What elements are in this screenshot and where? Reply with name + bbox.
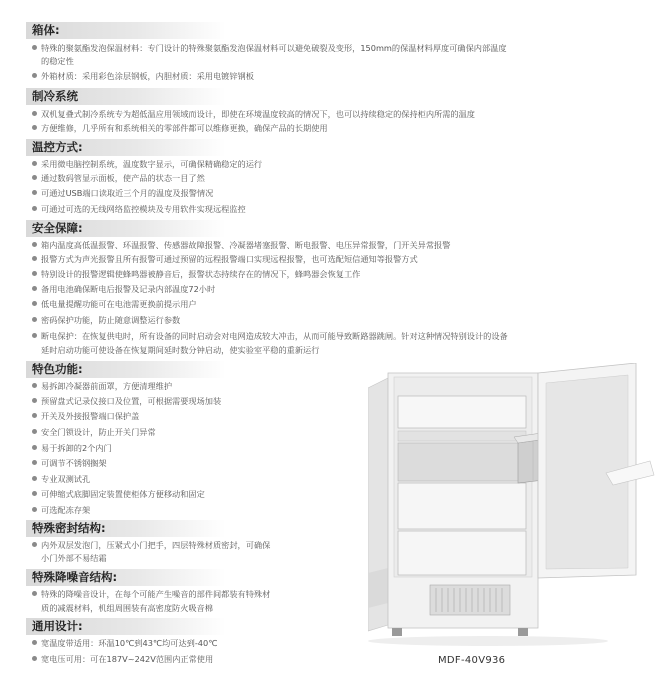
- list-item: 内外双层发泡门，压紧式小门把手，四层特殊材质密封，可确保: [32, 539, 270, 552]
- bullet-icon: [32, 190, 37, 195]
- list-item-continuation: 延时启动功能可使设备在恢复期间延时数分钟启动，使实验室平稳的重新运行: [41, 345, 320, 355]
- bullet-icon: [32, 256, 37, 261]
- bullet-icon: [32, 476, 37, 481]
- list-item: 通过数码管显示面板，使产品的状态一目了然: [32, 172, 205, 185]
- section-header-safety: 安全保障:: [26, 220, 226, 237]
- list-item: 可通过可选的无线网络监控模块及专用软件实现远程监控: [32, 203, 246, 216]
- section-header-cabinet: 箱体:: [26, 22, 226, 39]
- list-item: 外箱材质：采用彩色涂层钢板，内胆材质：采用电镀锌钢板: [32, 70, 254, 83]
- bullet-icon: [32, 507, 37, 512]
- bullet-icon: [32, 429, 37, 434]
- list-item: 断电保护：在恢复供电时，所有设备的同时启动会对电网造成较大冲击，从而可能导致断路器跳闸。针对这种情况特别设计的设备: [32, 330, 508, 343]
- bullet-icon: [32, 175, 37, 180]
- bullet-icon: [32, 206, 37, 211]
- bullet-icon: [32, 460, 37, 465]
- bullet-icon: [32, 445, 37, 450]
- list-item: 特别设计的报警逻辑使蜂鸣器被静音后，报警状态持续存在的情况下，蜂鸣器会恢复工作: [32, 268, 360, 281]
- bullet-icon: [32, 111, 37, 116]
- list-item: 特殊的降噪音设计，在每个可能产生噪音的部件间都装有特殊材: [32, 588, 270, 601]
- bullet-icon: [32, 656, 37, 661]
- bullet-icon: [32, 398, 37, 403]
- bullet-icon: [32, 301, 37, 306]
- list-item: 专业双测试孔: [32, 473, 90, 486]
- bullet-icon: [32, 125, 37, 130]
- section-header-cooling: 制冷系统: [26, 88, 226, 105]
- list-item-continuation: 的稳定性: [41, 56, 74, 66]
- section-header-noise-reduction: 特殊降噪音结构:: [26, 569, 226, 586]
- list-item: 报警方式为声光报警且所有报警可通过预留的远程报警端口实现远程报警，也可选配短信通知等报警方式: [32, 253, 418, 266]
- list-item: 可调节不锈钢搁架: [32, 457, 107, 470]
- list-item: 可伸缩式底脚固定装置使柜体方便移动和固定: [32, 488, 205, 501]
- list-item: 宽电压可用：可在187V~242V范围内正常使用: [32, 653, 213, 666]
- bullet-icon: [32, 491, 37, 496]
- bullet-icon: [32, 286, 37, 291]
- list-item: 低电量提醒功能可在电池需更换前提示用户: [32, 298, 197, 311]
- bullet-icon: [32, 317, 37, 322]
- section-header-general: 通用设计:: [26, 618, 226, 635]
- list-item-continuation: 小门外部不易结霜: [41, 553, 107, 563]
- list-item: 宽温度带适用：环温10℃到43℃均可达到-40℃: [32, 637, 217, 650]
- list-item: 易于拆卸的2个内门: [32, 442, 112, 455]
- list-item: 易拆卸冷凝器前面罩，方便清理维护: [32, 380, 172, 393]
- bullet-icon: [32, 542, 37, 547]
- bullet-icon: [32, 242, 37, 247]
- freezer-illustration: [368, 363, 658, 648]
- bullet-icon: [32, 271, 37, 276]
- bullet-icon: [32, 640, 37, 645]
- list-item: 开关及外接报警端口保护盖: [32, 410, 139, 423]
- bullet-icon: [32, 161, 37, 166]
- list-item: 安全门锁设计，防止开关门异常: [32, 426, 156, 439]
- list-item: 方便维修，几乎所有和系统相关的零部件都可以维修更换，确保产品的长期使用: [32, 122, 328, 135]
- list-item: 可通过USB端口读取近三个月的温度及报警情况: [32, 187, 213, 200]
- section-header-temperature-control: 温控方式:: [26, 139, 226, 156]
- list-item: 可选配冻存架: [32, 504, 90, 517]
- bullet-icon: [32, 333, 37, 338]
- bullet-icon: [32, 383, 37, 388]
- section-header-seal: 特殊密封结构:: [26, 520, 226, 537]
- bullet-icon: [32, 73, 37, 78]
- list-item: 预留盘式记录仪接口及位置，可根据需要现场加装: [32, 395, 221, 408]
- list-item: 双机复叠式制冷系统专为超低温应用领域而设计，即使在环境温度较高的情况下，也可以持续稳定的保持柜内所需的温度: [32, 108, 475, 121]
- bullet-icon: [32, 45, 37, 50]
- list-item: 密码保护功能，防止随意调整运行参数: [32, 314, 180, 327]
- section-header-features: 特色功能:: [26, 361, 226, 378]
- model-number: MDF-40V936: [438, 655, 506, 666]
- bullet-icon: [32, 591, 37, 596]
- list-item: 特殊的聚氨酯发泡保温材料：专门设计的特殊聚氨酯发泡保温材料可以避免破裂及变形，150mm的保温材料厚度可确保内部温度: [32, 42, 507, 55]
- list-item: 备用电池确保断电后报警及记录内部温度72小时: [32, 283, 215, 296]
- list-item: 采用微电脑控制系统，温度数字显示，可确保精确稳定的运行: [32, 158, 262, 171]
- bullet-icon: [32, 413, 37, 418]
- list-item-continuation: 质的减震材料，机组周围装有高密度防火吸音棉: [41, 603, 213, 613]
- list-item: 箱内温度高低温报警、环温报警、传感器故障报警、冷凝器堵塞报警、断电报警、电压异常报警，门开关异常报警: [32, 239, 450, 252]
